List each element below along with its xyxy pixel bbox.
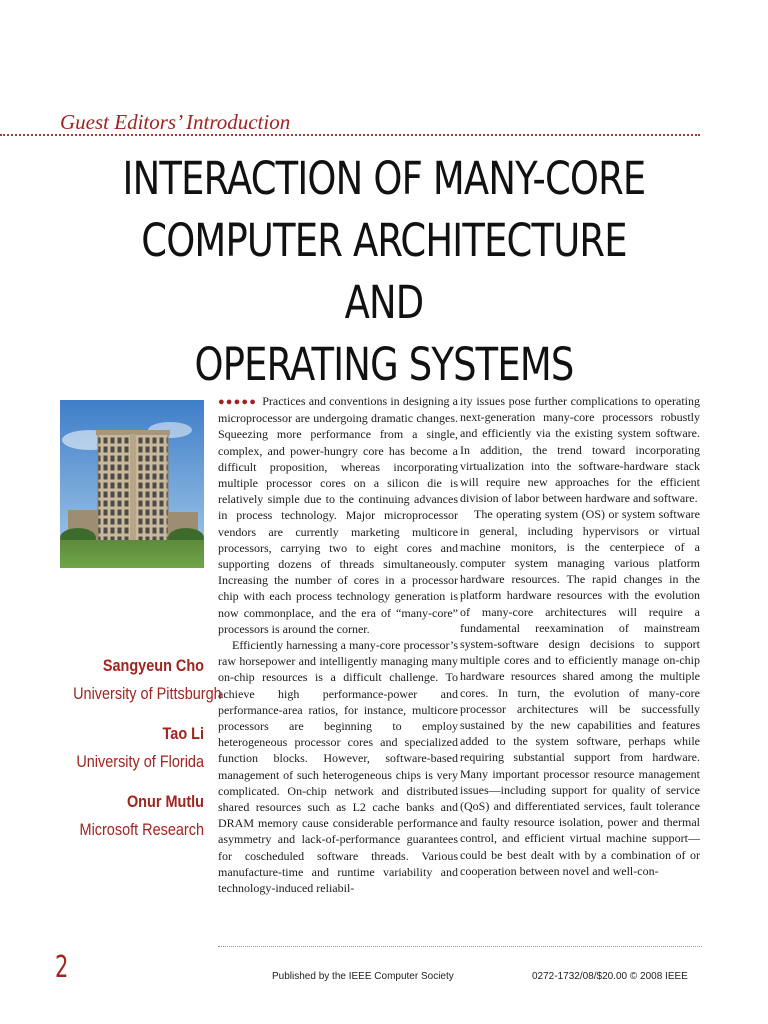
body-paragraph: ity issues pose further complications to operating next-generation many-core processors robustly and efficiently via the existing system software. In addition, the trend toward incorporating virtualization into the software-hardware stack will require new approaches for the efficient division of labor between hardware and software. — [460, 394, 700, 506]
author-affiliation: University of Pittsburgh — [73, 684, 222, 703]
body-paragraph — [218, 393, 458, 637]
section-label: Guest Editors’ Introduction — [60, 110, 291, 134]
building-photo-illustration — [60, 400, 204, 568]
author-entry — [50, 723, 204, 773]
title-line-2: COMPUTER ARCHITECTURE AND — [141, 214, 627, 329]
footer-copyright-code: 0272-1732/08/$20.00 © 2008 IEEE — [532, 971, 688, 982]
body-column-1 — [218, 393, 458, 896]
footer-publisher: Published by the IEEE Computer Society — [272, 971, 454, 982]
lead-bullets: ●●●●● — [218, 396, 258, 408]
body-column-2 — [460, 393, 700, 879]
author-entry — [50, 791, 204, 841]
footer-divider — [218, 946, 702, 947]
author-name: Onur Mutlu — [126, 792, 204, 811]
body-paragraph: The operating system (OS) or system software in general, including hypervisors or virtual machine monitors, is the centerpiece of a computer system managing various platform hardware resources. The rapid changes in the platform hardware resources with the evolution of many-core architectures will require a fundamental reexamination of mainstream system-software design decisions to support multiple cores and to efficiently manage on-chip hardware resources shared among the multiple cores. In turn, the evolution of many-core processor architectures will be successfully sustained by the new capabilities and features added to the system software, perhaps while requiring substantial support from hardware. Many important processor resource management issues—including support for quality of service (QoS) and differentiated services, fault tolerance and faulty resource isolation, power and thermal control, and efficient virtual machine support—could be best dealt with by a combination of or cooperation between novel and well-con- — [460, 507, 700, 878]
title-line-3: OPERATING SYSTEMS — [194, 338, 574, 391]
author-entry — [50, 655, 222, 705]
author-affiliation: University of Florida — [76, 752, 204, 771]
building-photo — [60, 400, 204, 568]
author-name: Tao Li — [162, 724, 204, 743]
author-list — [50, 655, 222, 859]
article-title — [102, 148, 666, 396]
body-paragraph: Efficiently harnessing a many-core processor’s raw horsepower and intelligently managing many on-chip resources is a difficult challenge. To achieve high performance-power and performance-area ratios, for instance, multicore processors are beginning to employ heterogeneous processor cores and specialized function blocks. However, software-based management of such heterogeneous chips is very complicated. On-chip network and distributed shared resources such as L2 cache banks and DRAM memory cause considerable performance asymmetry and lack-of-performance guarantees for coscheduled software threads. Various manufacture-time and runtime variability and technology-induced reliabil- — [218, 638, 458, 896]
author-name: Sangyeun Cho — [102, 656, 204, 675]
title-line-1: INTERACTION OF MANY-CORE — [122, 152, 646, 205]
paragraph-text: Practices and conventions in designing a microprocessor are undergoing dramatic changes. Squeezing more performance from a single, complex, and power-hungry core has become a difficult proposition, whereas incorporating multiple processor cores on a silicon die is relatively simple due to the continuing advances in process technology. Major microprocessor vendors are currently marketing multicore processors, carrying two to eight cores and supporting dozens of threads simultaneously. Increasing the number of cores in a processor chip with each process technology generation is now commonplace, and the era of “many-core” processors is around the corner. — [218, 394, 458, 636]
header-divider — [0, 134, 700, 136]
page-number: 2 — [55, 950, 69, 985]
author-affiliation: Microsoft Research — [79, 820, 204, 839]
